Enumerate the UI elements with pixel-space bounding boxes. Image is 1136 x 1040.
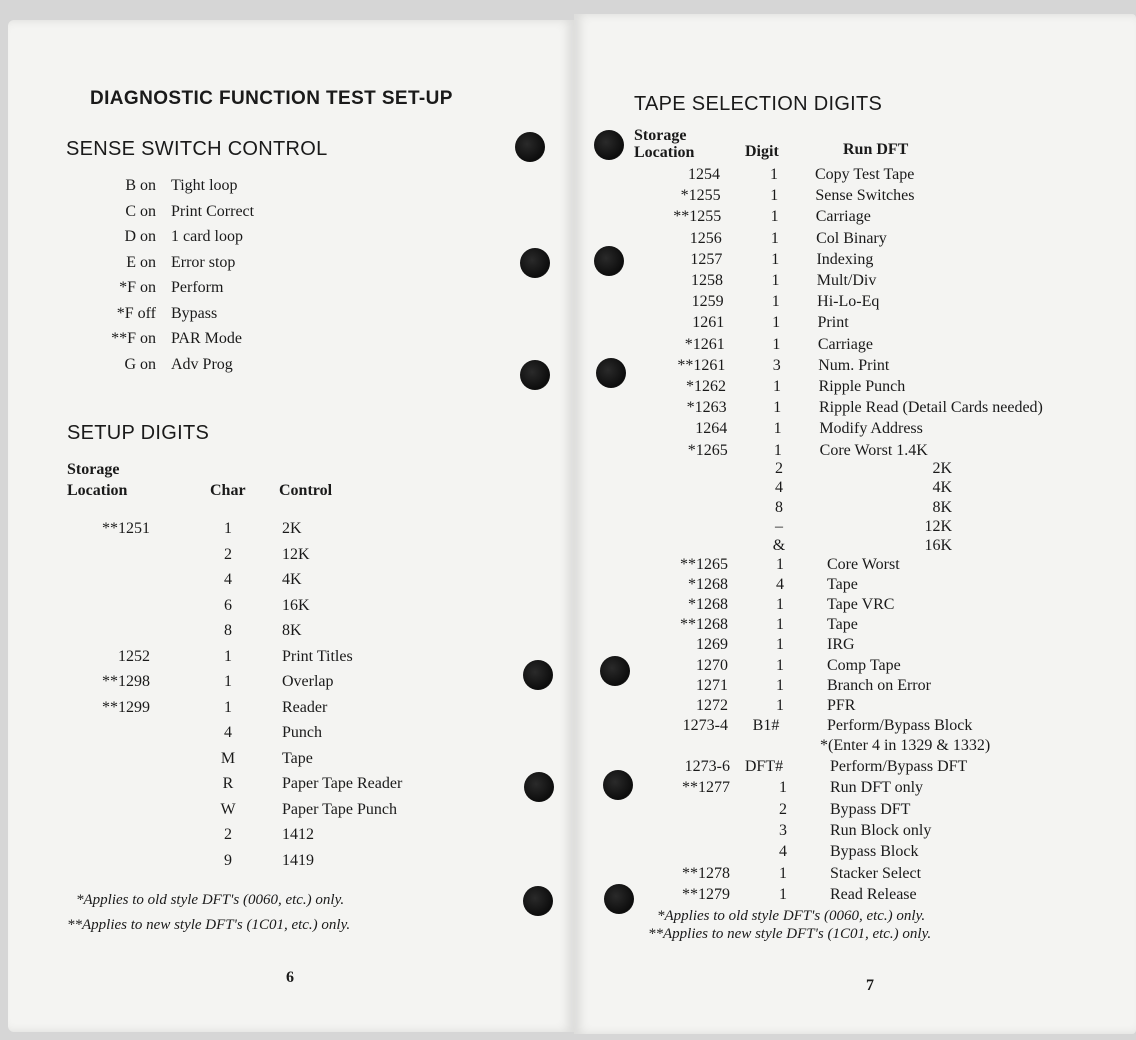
- run-dft-value: Run DFT only: [830, 779, 924, 797]
- control-value: Print Titles: [282, 647, 353, 665]
- digit-value: 1: [776, 616, 784, 634]
- char-value: W: [220, 800, 236, 818]
- run-dft-value: Copy Test Tape: [815, 166, 915, 183]
- char-value: M: [220, 749, 236, 767]
- digit-value: 1: [779, 864, 787, 882]
- storage-location: 1264: [695, 420, 728, 438]
- page-number: 7: [866, 977, 874, 994]
- switch-setting: D on: [124, 228, 156, 245]
- switch-setting: C on: [125, 202, 156, 220]
- digit-value: 1: [770, 166, 778, 183]
- storage-location: 1258: [691, 272, 723, 289]
- run-dft-value: Run Block only: [830, 821, 932, 839]
- digit-value: –: [775, 517, 783, 535]
- run-dft-value: Core Worst: [827, 556, 900, 573]
- char-value: 2: [224, 545, 232, 563]
- switch-setting: **F on: [111, 330, 156, 347]
- switch-description: 1 card loop: [171, 228, 243, 245]
- char-value: 6: [224, 596, 232, 614]
- binding-hole: [523, 660, 553, 690]
- digit-value: 1: [770, 187, 779, 205]
- storage-location: **1265: [680, 556, 728, 573]
- run-dft-value: Bypass Block: [830, 843, 919, 861]
- control-value: 2K: [282, 520, 302, 537]
- control-value: Reader: [282, 698, 328, 716]
- binding-hole: [603, 770, 633, 800]
- run-dft-value: PFR: [827, 696, 856, 714]
- digit-value: 1: [779, 779, 787, 797]
- char-value: 9: [224, 851, 232, 869]
- digit-value: 3: [779, 821, 787, 839]
- run-dft-value: Read Release: [830, 885, 917, 903]
- storage-location: **1255: [673, 208, 722, 226]
- digit-value: B1#: [752, 716, 780, 734]
- storage-location: 1273-6: [684, 758, 730, 775]
- core-size: 4K: [932, 479, 952, 497]
- control-value: Paper Tape Reader: [282, 775, 403, 792]
- run-dft-value: Sense Switches: [815, 187, 915, 205]
- char-value: 1: [224, 698, 232, 716]
- switch-description: Adv Prog: [171, 355, 233, 373]
- storage-location: 1269: [696, 636, 728, 654]
- switch-description: PAR Mode: [171, 330, 242, 347]
- binding-hole: [523, 886, 553, 916]
- storage-location: 1259: [691, 293, 724, 311]
- digit-value: 1: [779, 885, 787, 903]
- control-value: 8K: [282, 622, 302, 639]
- page-number: 6: [286, 969, 294, 986]
- col-header-location: Location: [634, 144, 695, 161]
- switch-setting: G on: [124, 355, 156, 373]
- storage-location: *1265: [687, 441, 728, 459]
- control-value: Paper Tape Punch: [282, 800, 397, 818]
- char-value: 4: [224, 724, 232, 741]
- digit-value: DFT#: [744, 758, 784, 775]
- digit-value: 2: [775, 460, 783, 477]
- run-dft-value: Col Binary: [816, 229, 887, 247]
- digit-value: 1: [776, 676, 784, 694]
- run-dft-value: Tape: [827, 616, 858, 634]
- run-dft-value: Stacker Select: [830, 864, 922, 882]
- run-dft-value: Mult/Div: [816, 272, 877, 289]
- run-dft-value: Modify Address: [819, 420, 923, 438]
- core-size: 16K: [924, 537, 952, 555]
- digit-value: 2: [779, 800, 787, 818]
- switch-description: Perform: [171, 279, 224, 296]
- storage-location: *1255: [680, 187, 721, 205]
- run-dft-value: Carriage: [815, 208, 871, 226]
- char-value: R: [222, 775, 234, 792]
- digit-value: 1: [776, 656, 784, 674]
- binding-hole: [596, 358, 626, 388]
- switch-description: Tight loop: [171, 177, 238, 194]
- storage-location: **1261: [677, 356, 726, 374]
- storage-location: **1277: [682, 779, 730, 797]
- col-header-storage: Storage: [634, 127, 687, 144]
- run-dft-value: Tape VRC: [827, 596, 895, 614]
- char-value: 1: [224, 673, 232, 690]
- binding-hole: [594, 130, 624, 160]
- storage-location: 1252: [118, 647, 150, 665]
- storage-location: **1279: [682, 885, 730, 903]
- storage-location: *1263: [686, 399, 727, 417]
- run-dft-value: Comp Tape: [827, 656, 901, 674]
- digit-value: 1: [771, 250, 780, 268]
- run-dft-value: Tape: [827, 576, 858, 594]
- storage-location: **1298: [102, 673, 150, 690]
- digit-value: 3: [772, 356, 781, 374]
- char-value: 1: [224, 520, 232, 537]
- digit-value: 1: [776, 596, 784, 614]
- run-dft-value: Carriage: [817, 335, 873, 353]
- col-header-run-dft: Run DFT: [843, 141, 909, 158]
- run-dft-value: IRG: [827, 636, 855, 654]
- control-value: Punch: [282, 724, 322, 741]
- digit-value: 1: [770, 208, 779, 226]
- storage-location: 1256: [689, 229, 722, 247]
- run-dft-value: Perform/Bypass Block: [827, 716, 973, 734]
- run-dft-value: Ripple Punch: [818, 378, 906, 395]
- core-size: 2K: [932, 460, 952, 477]
- digit-value: 8: [775, 498, 783, 516]
- switch-description: Print Correct: [171, 202, 255, 220]
- digit-value: 1: [771, 293, 780, 311]
- storage-location: *1262: [686, 378, 726, 395]
- binding-hole: [520, 248, 550, 278]
- page-title: DIAGNOSTIC FUNCTION TEST SET-UP: [90, 88, 453, 109]
- control-value: 1412: [282, 826, 314, 843]
- control-value: Overlap: [282, 673, 334, 690]
- setup-digits-heading: SETUP DIGITS: [67, 422, 210, 444]
- char-value: 8: [224, 622, 232, 639]
- footnote-new-style: **Applies to new style DFT's (1C01, etc.) only.: [67, 917, 351, 933]
- binding-hole: [594, 246, 624, 276]
- storage-location: *1261: [684, 335, 725, 353]
- digit-value: 4: [775, 479, 783, 497]
- run-dft-value: Perform/Bypass DFT: [830, 758, 968, 775]
- binding-hole: [515, 132, 545, 162]
- switch-description: Bypass: [171, 304, 218, 322]
- col-header-storage: Storage: [67, 461, 120, 478]
- char-value: 4: [224, 571, 232, 588]
- storage-location: **1299: [102, 698, 150, 716]
- run-dft-value: Core Worst 1.4K: [819, 441, 928, 459]
- digit-value: 1: [772, 335, 781, 353]
- run-dft-value: Indexing: [816, 250, 874, 268]
- core-size: 8K: [932, 498, 952, 516]
- run-dft-value: Bypass DFT: [830, 800, 911, 818]
- run-dft-value: Num. Print: [818, 356, 890, 374]
- switch-description: Error stop: [171, 253, 236, 271]
- digit-value: 1: [773, 378, 781, 395]
- footnote-new-style: **Applies to new style DFT's (1C01, etc.) only.: [648, 926, 932, 942]
- digit-value: 1: [773, 420, 782, 438]
- col-header-digit: Digit: [745, 143, 779, 160]
- digit-value: 1: [771, 272, 780, 289]
- tape-selection-heading: TAPE SELECTION DIGITS: [634, 93, 883, 115]
- binding-hole: [600, 656, 630, 686]
- col-header-location: Location: [67, 482, 128, 499]
- storage-location: **1268: [680, 616, 728, 634]
- storage-location: 1257: [690, 250, 723, 268]
- digit-value: 4: [776, 576, 784, 594]
- digit-value: 1: [773, 399, 782, 417]
- run-dft-value: Print: [817, 314, 849, 332]
- storage-location: 1272: [696, 696, 728, 714]
- block-note: *(Enter 4 in 1329 & 1332): [820, 737, 991, 754]
- switch-setting: *F off: [116, 304, 156, 322]
- digit-value: 1: [776, 636, 784, 654]
- digit-value: 1: [773, 441, 782, 459]
- run-dft-value: Branch on Error: [827, 676, 931, 694]
- control-value: 1419: [282, 851, 314, 869]
- char-value: 2: [224, 826, 232, 843]
- char-value: 1: [224, 647, 232, 665]
- switch-setting: *F on: [119, 279, 156, 296]
- control-value: 16K: [282, 596, 310, 614]
- footnote-old-style: *Applies to old style DFT's (0060, etc.) only.: [657, 908, 926, 924]
- run-dft-value: Ripple Read (Detail Cards needed): [818, 399, 1043, 417]
- col-header-control: Control: [279, 482, 333, 499]
- control-value: Tape: [282, 749, 313, 767]
- storage-location: 1273-4: [682, 716, 728, 734]
- binding-hole: [524, 772, 554, 802]
- storage-location: 1271: [696, 676, 728, 694]
- footnote-old-style: *Applies to old style DFT's (0060, etc.) only.: [76, 892, 345, 908]
- digit-value: 4: [779, 843, 787, 861]
- digit-value: &: [772, 537, 786, 555]
- storage-location: **1251: [102, 520, 150, 537]
- control-value: 4K: [282, 571, 302, 588]
- storage-location: 1254: [688, 166, 720, 183]
- storage-location: **1278: [682, 864, 730, 882]
- binding-hole: [604, 884, 634, 914]
- col-header-char: Char: [210, 482, 246, 499]
- digit-value: 1: [770, 229, 779, 247]
- storage-location: 1270: [696, 656, 728, 674]
- binding-hole: [520, 360, 550, 390]
- storage-location: *1268: [688, 596, 728, 614]
- digit-value: 1: [776, 696, 784, 714]
- sense-switch-heading: SENSE SWITCH CONTROL: [66, 138, 328, 160]
- storage-location: 1261: [692, 314, 725, 332]
- switch-setting: B on: [125, 177, 156, 194]
- switch-setting: E on: [126, 253, 156, 271]
- control-value: 12K: [282, 545, 310, 563]
- storage-location: *1268: [688, 576, 728, 594]
- run-dft-value: Hi-Lo-Eq: [817, 293, 880, 311]
- digit-value: 1: [772, 314, 781, 332]
- core-size: 12K: [924, 517, 952, 535]
- digit-value: 1: [776, 556, 784, 573]
